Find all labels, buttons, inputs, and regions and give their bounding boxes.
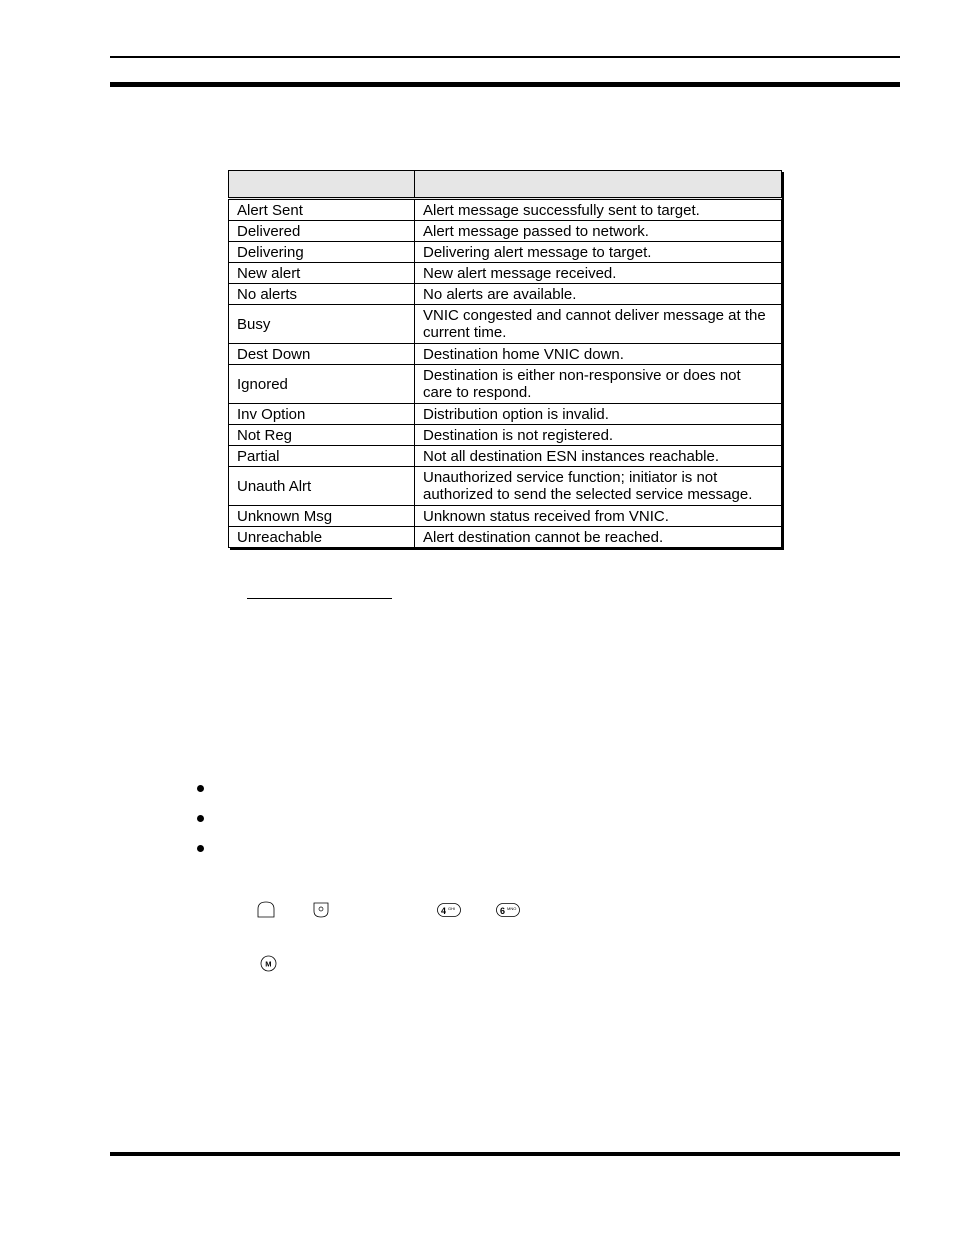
menu-key-letter: M [265, 959, 272, 969]
status-cell: Unauth Alrt [229, 467, 415, 506]
table-row [229, 365, 782, 404]
description-cell: Destination home VNIC down. [415, 344, 782, 365]
alert-status-table [228, 170, 782, 548]
key-6-icon [496, 903, 520, 917]
bullet-marker [197, 815, 204, 822]
status-cell: Delivered [229, 221, 415, 242]
status-cell: Dest Down [229, 344, 415, 365]
table-header-status [229, 171, 415, 199]
table-row [229, 506, 782, 527]
description-cell: Unauthorized service function; initiator is not authorized to send the selected service message. [415, 467, 782, 506]
table-row [229, 263, 782, 284]
status-cell: Unreachable [229, 527, 415, 548]
description-cell: Destination is either non-responsive or does not care to respond. [415, 365, 782, 404]
bullet-marker [197, 785, 204, 792]
key-4-digit: 4 [441, 906, 447, 916]
table-header-row [229, 171, 782, 199]
description-cell: Alert message successfully sent to target. [415, 199, 782, 221]
bullet-marker [197, 845, 204, 852]
description-cell: Unknown status received from VNIC. [415, 506, 782, 527]
description-cell: Alert destination cannot be reached. [415, 527, 782, 548]
key-6-letters: MNO [507, 906, 517, 911]
status-cell: New alert [229, 263, 415, 284]
status-cell: Unknown Msg [229, 506, 415, 527]
section-underline [247, 598, 392, 599]
table-row [229, 404, 782, 425]
status-cell: Busy [229, 305, 415, 344]
status-cell: Partial [229, 446, 415, 467]
table-row [229, 199, 782, 221]
header-rule-thin [110, 56, 900, 58]
description-cell: Alert message passed to network. [415, 221, 782, 242]
menu-key-icon [260, 955, 277, 972]
status-cell: Ignored [229, 365, 415, 404]
table-header-description [415, 171, 782, 199]
description-cell: No alerts are available. [415, 284, 782, 305]
key-4-icon [437, 903, 461, 917]
table-row [229, 425, 782, 446]
table-row [229, 242, 782, 263]
soft-key-icon [257, 901, 275, 918]
description-cell: Delivering alert message to target. [415, 242, 782, 263]
table-row [229, 527, 782, 548]
description-cell: New alert message received. [415, 263, 782, 284]
description-cell: Distribution option is invalid. [415, 404, 782, 425]
table-row [229, 344, 782, 365]
header-rule-thick [110, 82, 900, 87]
table-row [229, 221, 782, 242]
status-cell: No alerts [229, 284, 415, 305]
status-cell: Inv Option [229, 404, 415, 425]
status-cell: Not Reg [229, 425, 415, 446]
description-cell: Not all destination ESN instances reachable. [415, 446, 782, 467]
table-row [229, 467, 782, 506]
table-row [229, 284, 782, 305]
key-4-letters: GHI [448, 906, 456, 911]
table-row [229, 446, 782, 467]
table-row [229, 305, 782, 344]
footer-rule [110, 1152, 900, 1156]
key-6-digit: 6 [500, 906, 506, 916]
description-cell: VNIC congested and cannot deliver message at the current time. [415, 305, 782, 344]
status-cell: Alert Sent [229, 199, 415, 221]
status-cell: Delivering [229, 242, 415, 263]
description-cell: Destination is not registered. [415, 425, 782, 446]
nav-key-icon [313, 902, 329, 918]
